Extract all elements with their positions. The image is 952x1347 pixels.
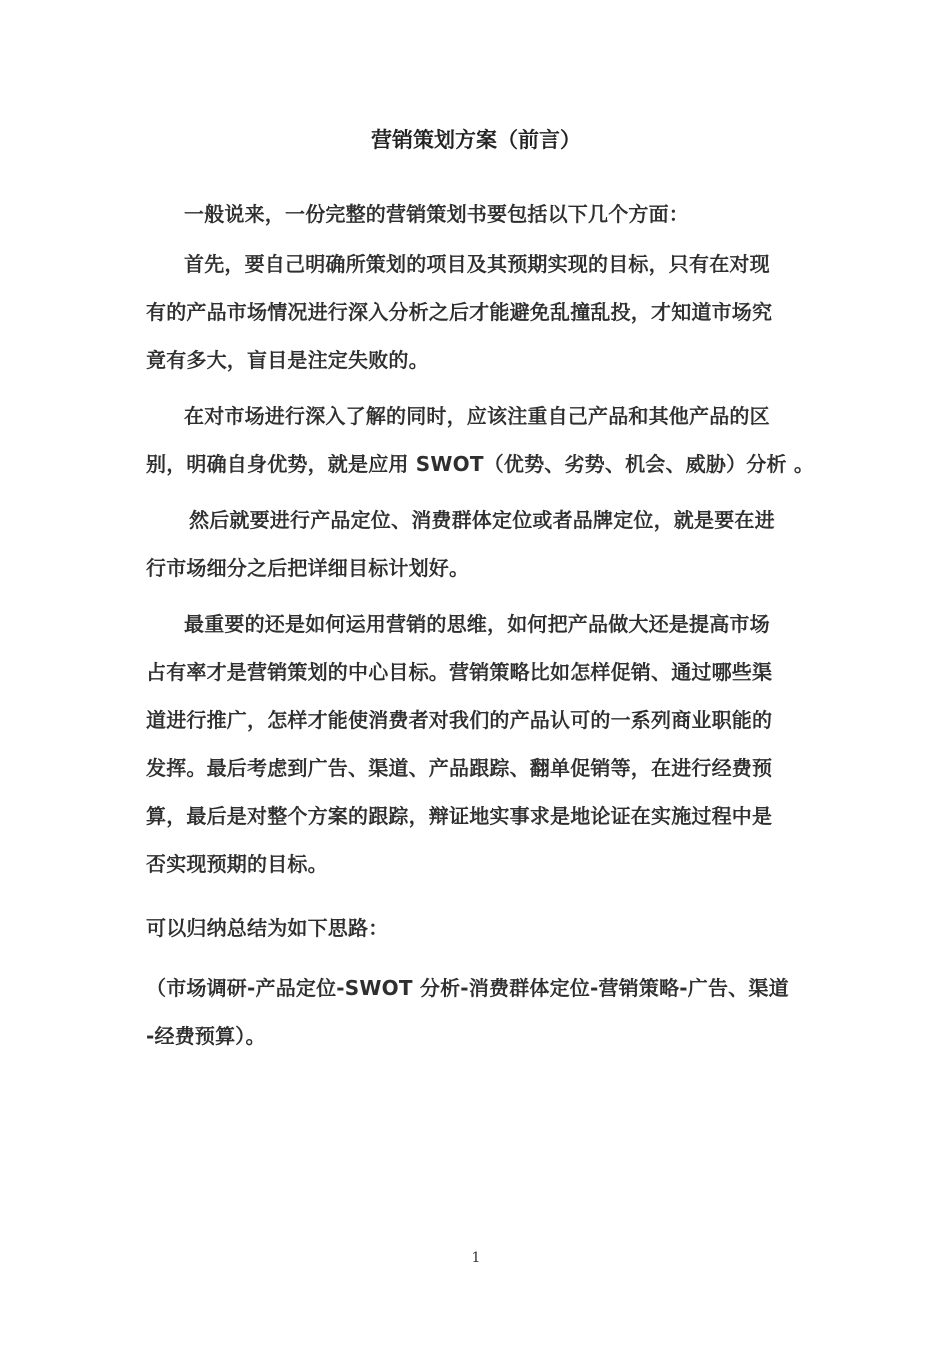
paragraph-line: 占有率才是营销策划的中心目标。营销策略比如怎样促销、通过哪些渠 [146,660,773,684]
page-number: 1 [471,1250,481,1266]
paragraph-line: 道进行推广，怎样才能使消费者对我们的产品认可的一系列商业职能的 [146,708,773,732]
paragraph-line: 行市场细分之后把详细目标计划好。 [146,556,470,580]
summary-line: （市场调研-产品定位-SWOT 分析-消费群体定位-营销策略-广告、渠道 [146,976,789,1000]
paragraph-line: 别，明确自身优势，就是应用 SWOT（优势、劣势、机会、威胁）分析 。 [146,452,815,476]
paragraph-line: 首先，要自己明确所策划的项目及其预期实现的目标，只有在对现 [184,252,770,276]
paragraph-line: 有的产品市场情况进行深入分析之后才能避免乱撞乱投，才知道市场究 [146,300,773,324]
paragraph-line: 竟有多大，盲目是注定失败的。 [146,348,429,372]
paragraph-line: 算，最后是对整个方案的跟踪，辩证地实事求是地论证在实施过程中是 [146,804,773,828]
paragraph-line: 在对市场进行深入了解的同时，应该注重自己产品和其他产品的区 [184,404,770,428]
document-title: 营销策划方案（前言） [371,128,581,152]
paragraph-line: 发挥。最后考虑到广告、渠道、产品跟踪、翻单促销等，在进行经费预 [146,756,773,780]
summary-heading: 可以归纳总结为如下思路： [146,916,389,940]
paragraph-line: 一般说来，一份完整的营销策划书要包括以下几个方面： [184,202,689,226]
paragraph-line: 然后就要进行产品定位、消费群体定位或者品牌定位，就是要在进 [189,508,775,532]
paragraph-line: 否实现预期的目标。 [146,852,328,876]
summary-line: -经费预算）。 [146,1024,266,1048]
paragraph-line: 最重要的还是如何运用营销的思维，如何把产品做大还是提高市场 [184,612,770,636]
